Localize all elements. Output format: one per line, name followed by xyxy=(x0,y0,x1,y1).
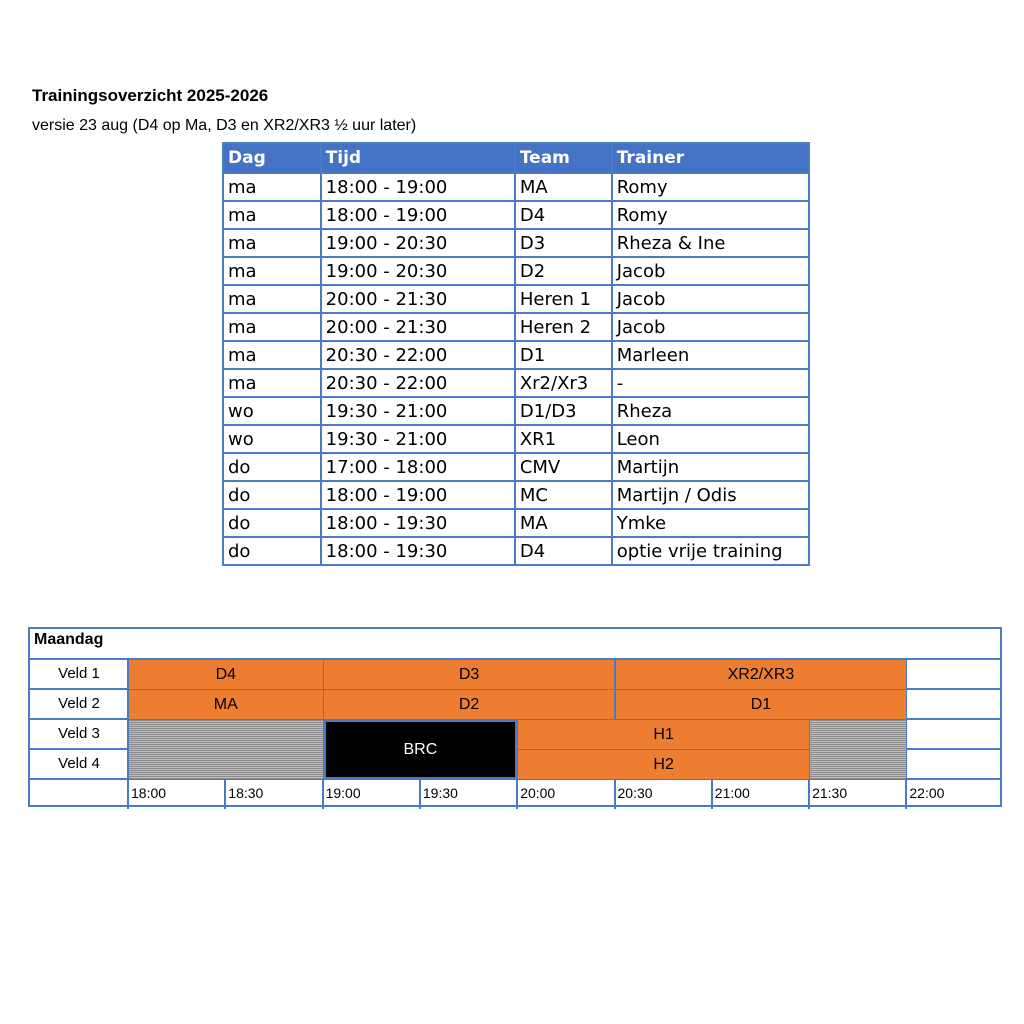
cell-trainer: Rheza xyxy=(612,397,809,425)
cell-trainer: Martijn / Odis xyxy=(612,481,809,509)
field-label: Veld 1 xyxy=(58,665,100,682)
cell-trainer: Jacob xyxy=(612,285,809,313)
time-label: 22:00 xyxy=(909,785,945,801)
cell-team: D4 xyxy=(515,537,612,565)
cell-tijd: 18:00 - 19:30 xyxy=(321,537,515,565)
cell-team: D2 xyxy=(515,257,612,285)
cell-trainer: Jacob xyxy=(612,257,809,285)
slot-d2: D2 xyxy=(324,690,615,719)
timeline-title: Maandag xyxy=(34,631,104,648)
slot-h2: H2 xyxy=(518,750,809,779)
slot-brc: BRC xyxy=(324,720,518,779)
cell-tijd: 17:00 - 18:00 xyxy=(321,453,515,481)
time-label: 21:00 xyxy=(714,785,750,801)
cell-tijd: 18:00 - 19:00 xyxy=(321,481,515,509)
cell-trainer: - xyxy=(612,369,809,397)
cell-team: Heren 1 xyxy=(515,285,612,313)
column-header-trainer: Trainer xyxy=(612,143,809,173)
field-label: Veld 4 xyxy=(58,755,100,772)
slot-d4: D4 xyxy=(129,660,323,689)
table-row xyxy=(223,201,809,229)
training-schedule-table xyxy=(222,142,810,566)
cell-trainer: optie vrije training xyxy=(612,537,809,565)
cell-dag: do xyxy=(223,481,321,509)
cell-trainer: Marleen xyxy=(612,341,809,369)
cell-trainer: Leon xyxy=(612,425,809,453)
slot-h1: H1 xyxy=(518,720,809,749)
cell-tijd: 20:00 - 21:30 xyxy=(321,313,515,341)
cell-tijd: 19:30 - 21:00 xyxy=(321,425,515,453)
cell-dag: ma xyxy=(223,313,321,341)
cell-dag: ma xyxy=(223,369,321,397)
cell-tijd: 19:00 - 20:30 xyxy=(321,257,515,285)
cell-tijd: 19:30 - 21:00 xyxy=(321,397,515,425)
cell-team: MC xyxy=(515,481,612,509)
cell-team: D1 xyxy=(515,341,612,369)
monday-field-timeline xyxy=(28,627,1002,807)
table-row xyxy=(223,425,809,453)
page-subtitle: versie 23 aug (D4 op Ma, D3 en XR2/XR3 ½ uur later) xyxy=(32,117,417,134)
page-title: Trainingsoverzicht 2025-2026 xyxy=(32,86,269,105)
cell-team: CMV xyxy=(515,453,612,481)
slot-ma: MA xyxy=(129,690,323,719)
cell-team: MA xyxy=(515,509,612,537)
cell-tijd: 18:00 - 19:30 xyxy=(321,509,515,537)
column-header-team: Team xyxy=(515,143,612,173)
time-label: 19:30 xyxy=(422,785,458,801)
cell-team: XR1 xyxy=(515,425,612,453)
table-row xyxy=(223,229,809,257)
table-row xyxy=(223,481,809,509)
cell-tijd: 20:00 - 21:30 xyxy=(321,285,515,313)
cell-trainer: Romy xyxy=(612,201,809,229)
cell-dag: do xyxy=(223,537,321,565)
time-label: 19:00 xyxy=(325,785,361,801)
time-label: 18:00 xyxy=(131,785,167,801)
cell-team: MA xyxy=(515,173,612,201)
cell-tijd: 19:00 - 20:30 xyxy=(321,229,515,257)
cell-trainer: Romy xyxy=(612,173,809,201)
cell-dag: ma xyxy=(223,341,321,369)
table-row xyxy=(223,397,809,425)
cell-trainer: Jacob xyxy=(612,313,809,341)
column-header-dag: Dag xyxy=(223,143,321,173)
cell-trainer: Rheza & Ine xyxy=(612,229,809,257)
cell-dag: ma xyxy=(223,257,321,285)
column-header-tijd: Tijd xyxy=(321,143,515,173)
cell-team: D1/D3 xyxy=(515,397,612,425)
table-row xyxy=(223,257,809,285)
cell-dag: do xyxy=(223,509,321,537)
cell-team: Heren 2 xyxy=(515,313,612,341)
unavailable-slot xyxy=(810,720,906,779)
cell-trainer: Ymke xyxy=(612,509,809,537)
slot-d1: D1 xyxy=(616,690,907,719)
cell-dag: wo xyxy=(223,425,321,453)
cell-dag: do xyxy=(223,453,321,481)
table-row xyxy=(223,285,809,313)
time-label: 18:30 xyxy=(228,785,264,801)
table-row xyxy=(223,313,809,341)
cell-dag: ma xyxy=(223,173,321,201)
table-row xyxy=(223,341,809,369)
cell-trainer: Martijn xyxy=(612,453,809,481)
table-header-row xyxy=(223,143,809,173)
cell-tijd: 20:30 - 22:00 xyxy=(321,369,515,397)
cell-dag: wo xyxy=(223,397,321,425)
field-label: Veld 3 xyxy=(58,725,100,742)
cell-tijd: 18:00 - 19:00 xyxy=(321,201,515,229)
cell-team: D4 xyxy=(515,201,612,229)
time-label: 21:30 xyxy=(812,785,848,801)
table-row xyxy=(223,369,809,397)
cell-tijd: 18:00 - 19:00 xyxy=(321,173,515,201)
unavailable-slot xyxy=(129,720,323,779)
field-label: Veld 2 xyxy=(58,695,100,712)
table-row xyxy=(223,509,809,537)
cell-dag: ma xyxy=(223,201,321,229)
cell-dag: ma xyxy=(223,285,321,313)
time-label: 20:00 xyxy=(520,785,556,801)
cell-team: Xr2/Xr3 xyxy=(515,369,612,397)
cell-dag: ma xyxy=(223,229,321,257)
slot-d3: D3 xyxy=(324,660,615,689)
table-row xyxy=(223,173,809,201)
cell-tijd: 20:30 - 22:00 xyxy=(321,341,515,369)
table-row xyxy=(223,453,809,481)
time-label: 20:30 xyxy=(617,785,653,801)
table-row xyxy=(223,537,809,565)
slot-xr2-xr3: XR2/XR3 xyxy=(616,660,907,689)
cell-team: D3 xyxy=(515,229,612,257)
